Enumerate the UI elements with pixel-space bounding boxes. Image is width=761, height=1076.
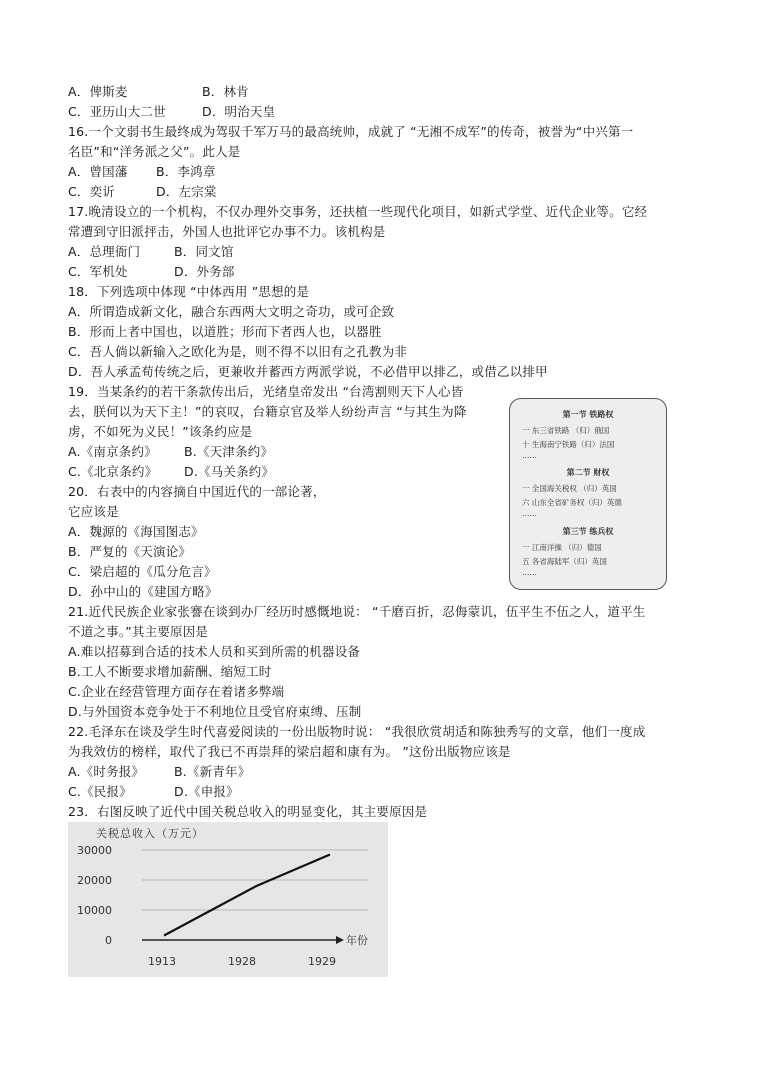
question-17-line-2: 常遭到守旧派抨击，外国人也批评它办事不力。该机构是 [68, 224, 386, 239]
x-axis-label: 年份 [346, 934, 368, 947]
options-row-q19-ab [68, 442, 273, 462]
table-section-heading: 第二节 财权 [566, 467, 610, 477]
option-b: B.工人不断要求增加薪酬、缩短工时 [68, 664, 272, 679]
option-a: A.《时务报》 [68, 764, 145, 779]
x-tick-label: 1929 [308, 955, 336, 968]
table-row: 一 东三省铁路 （归）俄国 [522, 426, 610, 435]
option-c: C.企业在经营管理方面存在着诸多弊端 [68, 684, 285, 699]
option-a: A．俾斯麦 [68, 84, 128, 99]
question-22-line-1: 22.毛泽东在谈及学生时代喜爱阅读的一份出版物时说： “我很欣赏胡适和陈独秀写的文章，他们一度成 [68, 724, 646, 739]
y-tick-label: 30000 [77, 844, 112, 857]
option-b: B．形而上者中国也，以道胜；形而下者西人也，以器胜 [68, 324, 382, 339]
question-21-line-2: 不道之事。”其主要原因是 [68, 624, 209, 639]
option-c: C.《北京条约》 [68, 464, 158, 479]
option-b: B.《新青年》 [174, 764, 251, 779]
option-b: B．严复的《天演论》 [68, 544, 192, 559]
question-19-line-2: 去，朕何以为天下主！”的哀叹，台籍京官及举人纷纷声言 “与其生为降 [68, 404, 467, 419]
series-line [164, 855, 330, 936]
table-row: 五 各省海陆军（归）英国 [522, 557, 607, 566]
options-row-q15-cd [68, 102, 275, 122]
option-b: B.《天津条约》 [184, 444, 274, 459]
y-tick-label: 10000 [77, 904, 112, 917]
table-row: 一 江南洋操 （归）德国 [522, 543, 602, 552]
option-a: A．曾国藩 [68, 164, 128, 179]
y-tick-label: 20000 [77, 874, 112, 887]
table-section-heading: 第三节 练兵权 [562, 526, 614, 536]
question-20-line-1: 20．右表中的内容摘自中国近代的一部论著， [68, 484, 326, 499]
chart-svg [68, 822, 388, 977]
option-a: A.难以招募到合适的技术人员和买到所需的机器设备 [68, 644, 361, 659]
option-d: D.《马关条约》 [184, 464, 275, 479]
option-b: B．李鸿章 [156, 164, 216, 179]
question-17-line-1: 17.晚清设立的一个机构，不仅办理外交事务，还扶植一些现代化项目，如新式学堂、近代企业等。它经 [68, 204, 648, 219]
x-axis-arrow [336, 936, 344, 944]
table-row: 十 生海南宁铁路（归）法国 [522, 440, 615, 449]
options-row-q19-cd [68, 462, 274, 482]
rights-table-image [509, 398, 667, 590]
option-c: C.《民报》 [68, 784, 132, 799]
option-b: B．林肯 [202, 84, 249, 99]
y-tick-label: 0 [105, 934, 112, 947]
options-row-q17-ab [68, 242, 234, 262]
options-row-q15-ab [68, 82, 249, 102]
option-c: C．亚历山大二世 [68, 104, 166, 119]
question-21-line-1: 21.近代民族企业家张謇在谈到办厂经历时感慨地说： “千磨百折，忍侮蒙讥，伍平生不伍之人，道平生 [68, 604, 646, 619]
option-d: D．左宗棠 [156, 184, 217, 199]
table-ellipsis: …… [522, 568, 537, 577]
question-19-line-3: 虏，不如死为义民！”该条约应是 [68, 424, 253, 439]
option-d: D．吾人承孟荀传统之后，更兼收并蓄西方两派学说，不必借甲以排乙，或借乙以排甲 [68, 364, 548, 379]
option-b: B．同文馆 [174, 244, 234, 259]
option-c: C．梁启超的《瓜分危言》 [68, 564, 217, 579]
x-tick-label: 1913 [148, 955, 176, 968]
option-a: A．总理衙门 [68, 244, 141, 259]
question-16-line-1: 16.一个文弱书生最终成为驾驭千军万马的最高统帅，成就了 “无湘不成军”的传奇，被誉为“中兴第一 [68, 124, 634, 139]
table-section-heading: 第一节 铁路权 [562, 409, 614, 419]
option-a: A．魏源的《海国图志》 [68, 524, 204, 539]
option-d: D．明治天皇 [202, 104, 276, 119]
options-row-q16-cd [68, 182, 217, 202]
options-row-q22-cd [68, 782, 239, 802]
question-18-stem: 18．下列选项中体现 “中体西用 ”思想的是 [68, 284, 310, 299]
option-c: C．吾人倘以新输入之欧化为是，则不得不以旧有之孔教为非 [68, 344, 408, 359]
tariff-income-chart [68, 822, 388, 977]
option-a: A．所谓造成新文化，融合东西两大文明之奇功，或可企致 [68, 304, 395, 319]
option-d: D．外务部 [174, 264, 235, 279]
options-row-q22-ab [68, 762, 250, 782]
question-19-line-1: 19．当某条约的若干条款传出后，光绪皇帝发出 “台湾割则天下人心皆 [68, 384, 464, 399]
option-c: C．军机处 [68, 264, 128, 279]
question-23-stem: 23．右图反映了近代中国关税总收入的明显变化，其主要原因是 [68, 804, 428, 819]
table-ellipsis: …… [522, 509, 537, 518]
chart-title: 关税总收入（万元） [96, 827, 204, 840]
table-row: 一 全国海关税权 （归）英国 [522, 484, 617, 493]
option-c: C．奕䜣 [68, 184, 116, 199]
question-16-line-2: 名臣”和“洋务派之父”。此人是 [68, 144, 241, 159]
option-d: D．孙中山的《建国方略》 [68, 584, 218, 599]
option-d: D.《申报》 [174, 784, 239, 799]
table-row: 六 山东全省矿务权（归）英德 [522, 498, 622, 507]
question-22-line-2: 为我效仿的榜样，取代了我已不再崇拜的梁启超和康有为。 ”这份出版物应该是 [68, 744, 511, 759]
option-d: D.与外国资本竞争处于不利地位且受官府束缚、压制 [68, 704, 362, 719]
options-row-q17-cd [68, 262, 235, 282]
option-a: A.《南京条约》 [68, 444, 157, 459]
table-ellipsis: …… [522, 451, 537, 460]
x-tick-label: 1928 [228, 955, 256, 968]
question-20-line-2: 它应该是 [68, 504, 119, 519]
options-row-q16-ab [68, 162, 216, 182]
